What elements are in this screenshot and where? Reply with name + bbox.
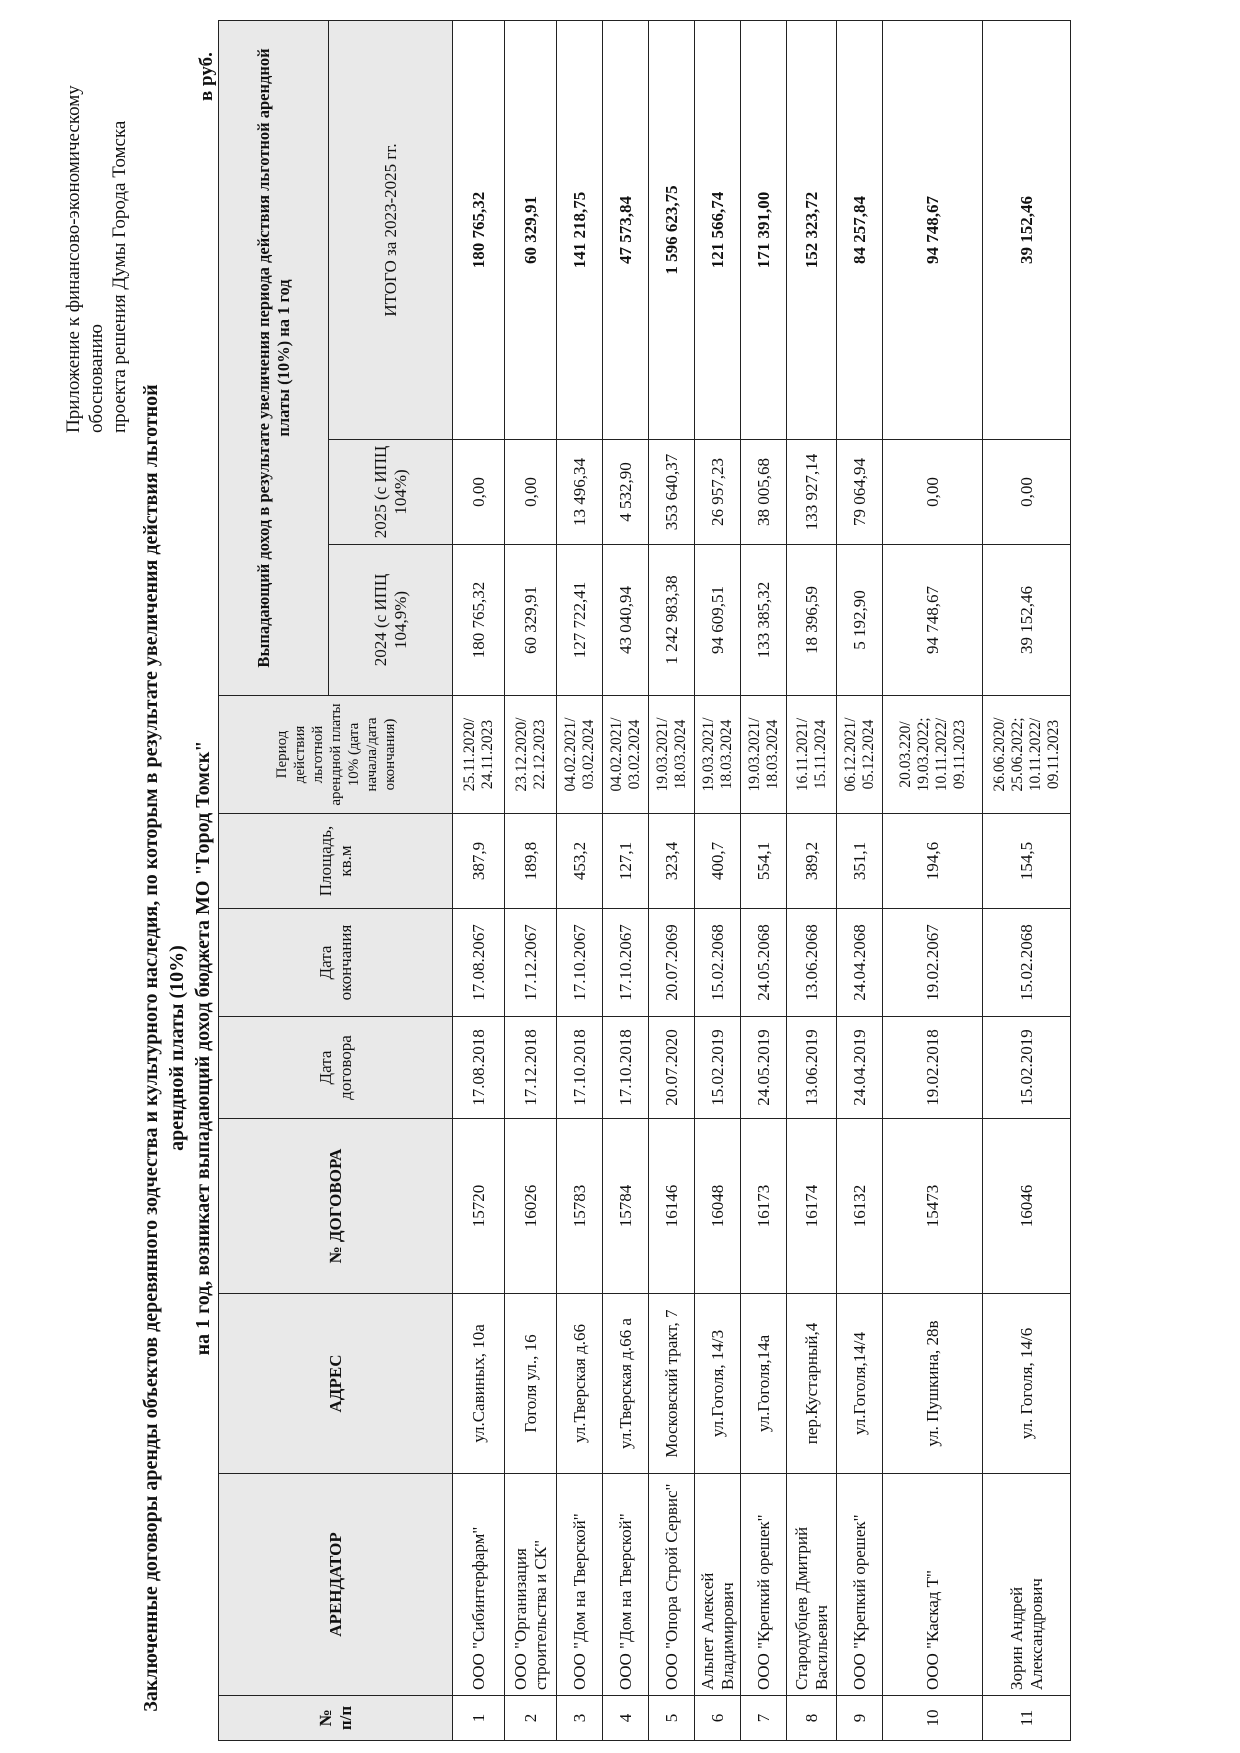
cell-total: 152 323,72 <box>787 20 837 439</box>
cell-contract: 15784 <box>603 1119 649 1294</box>
cell-2024: 180 765,32 <box>453 545 505 696</box>
cell-total: 180 765,32 <box>453 20 505 439</box>
cell-tenant: Альпет Алексей Владимирович <box>695 1474 741 1696</box>
cell-end: 15.02.2068 <box>695 909 741 1017</box>
cell-2025: 4 532,90 <box>603 440 649 545</box>
cell-address: ул. Гоголя, 14/6 <box>983 1294 1071 1474</box>
cell-2024: 94 609,51 <box>695 545 741 696</box>
cell-2025: 0,00 <box>883 440 983 545</box>
cell-period: 25.11.2020/ 24.11.2023 <box>453 696 505 814</box>
cell-total: 1 596 623,75 <box>649 20 695 439</box>
cell-end: 13.06.2068 <box>787 909 837 1017</box>
cell-num: 1 <box>453 1696 505 1741</box>
appendix-line-1: Приложение к финансово-экономическому обоснованию <box>63 85 107 433</box>
cell-end: 17.10.2067 <box>603 909 649 1017</box>
header-num: № п/п <box>219 1696 453 1741</box>
cell-num: 4 <box>603 1696 649 1741</box>
cell-period: 20.03.220/ 19.03.2022; 10.11.2022/ 09.11.2023 <box>883 696 983 814</box>
title-line-2: на 1 год, возникает выпадающий доход бюджета МО "Город Томск" <box>192 740 214 1356</box>
cell-contract: 16146 <box>649 1119 695 1294</box>
cell-period: 19.03.2021/ 18.03.2024 <box>741 696 787 814</box>
cell-2025: 0,00 <box>505 440 557 545</box>
table-row <box>837 20 883 1740</box>
cell-end: 17.10.2067 <box>557 909 603 1017</box>
title-line-1: Заключенные договоры аренды объектов деревянного зодчества и культурного наследия, по которым в результате увеличения действия льготной арендной платы (10%) <box>140 384 188 1712</box>
cell-date: 13.06.2019 <box>787 1017 837 1119</box>
cell-period: 06.12.2021/ 05.12.2024 <box>837 696 883 814</box>
table-row <box>983 20 1071 1740</box>
header-2025: 2025 (с ИПЦ 104%) <box>329 440 453 545</box>
cell-num: 6 <box>695 1696 741 1741</box>
cell-2025: 353 640,37 <box>649 440 695 545</box>
unit-label: в руб. <box>196 52 217 101</box>
cell-area: 389,2 <box>787 814 837 909</box>
cell-date: 17.12.2018 <box>505 1017 557 1119</box>
cell-num: 10 <box>883 1696 983 1741</box>
cell-total: 94 748,67 <box>883 20 983 439</box>
cell-end: 17.08.2067 <box>453 909 505 1017</box>
header-total: ИТОГО за 2023-2025 гг. <box>329 20 453 439</box>
cell-address: ул.Гоголя, 14/3 <box>695 1294 741 1474</box>
cell-date: 20.07.2020 <box>649 1017 695 1119</box>
cell-area: 400,7 <box>695 814 741 909</box>
cell-period: 19.03.2021/ 18.03.2024 <box>695 696 741 814</box>
cell-tenant: ООО "Дом на Тверской" <box>603 1474 649 1696</box>
cell-date: 15.02.2019 <box>695 1017 741 1119</box>
cell-2025: 38 005,68 <box>741 440 787 545</box>
cell-area: 154,5 <box>983 814 1071 909</box>
cell-2024: 1 242 983,38 <box>649 545 695 696</box>
cell-area: 387,9 <box>453 814 505 909</box>
cell-contract: 16174 <box>787 1119 837 1294</box>
table-row <box>505 20 557 1740</box>
cell-address: Московский тракт, 7 <box>649 1294 695 1474</box>
cell-period: 16.11.2021/ 15.11.2024 <box>787 696 837 814</box>
cell-num: 2 <box>505 1696 557 1741</box>
cell-2024: 60 329,91 <box>505 545 557 696</box>
table-row <box>453 20 505 1740</box>
cell-area: 189,8 <box>505 814 557 909</box>
header-2024: 2024 (с ИПЦ 104,9%) <box>329 545 453 696</box>
cell-address: ул. Пушкина, 28в <box>883 1294 983 1474</box>
cell-num: 8 <box>787 1696 837 1741</box>
cell-tenant: Зорин Андрей Александрович <box>983 1474 1071 1696</box>
cell-2025: 0,00 <box>983 440 1071 545</box>
cell-period: 04.02.2021/ 03.02.2024 <box>603 696 649 814</box>
cell-tenant: ООО "Крепкий орешек" <box>837 1474 883 1696</box>
cell-num: 11 <box>983 1696 1071 1741</box>
cell-2025: 13 496,34 <box>557 440 603 545</box>
cell-tenant: ООО "Дом на Тверской" <box>557 1474 603 1696</box>
cell-tenant: Стародубцев Дмитрий Васильевич <box>787 1474 837 1696</box>
cell-end: 17.12.2067 <box>505 909 557 1017</box>
cell-period: 26.06.2020/ 25.06.2022; 10.11.2022/ 09.11.2023 <box>983 696 1071 814</box>
cell-period: 19.03.2021/ 18.03.2024 <box>649 696 695 814</box>
cell-contract: 16046 <box>983 1119 1071 1294</box>
cell-tenant: ООО "Опора Строй Сервис" <box>649 1474 695 1696</box>
table-row <box>695 20 741 1740</box>
cell-address: ул.Савиных, 10а <box>453 1294 505 1474</box>
cell-address: ул.Тверская д.66 <box>557 1294 603 1474</box>
cell-period: 04.02.2021/ 03.02.2024 <box>557 696 603 814</box>
cell-contract: 16132 <box>837 1119 883 1294</box>
cell-date: 17.10.2018 <box>603 1017 649 1119</box>
cell-date: 17.08.2018 <box>453 1017 505 1119</box>
cell-date: 17.10.2018 <box>557 1017 603 1119</box>
cell-address: пер.Кустарный,4 <box>787 1294 837 1474</box>
cell-area: 453,2 <box>557 814 603 909</box>
cell-2024: 94 748,67 <box>883 545 983 696</box>
cell-date: 19.02.2018 <box>883 1017 983 1119</box>
cell-num: 9 <box>837 1696 883 1741</box>
header-tenant: АРЕНДАТОР <box>219 1474 453 1696</box>
cell-end: 19.02.2067 <box>883 909 983 1017</box>
appendix-note <box>62 13 131 433</box>
cell-address: Гоголя ул., 16 <box>505 1294 557 1474</box>
cell-end: 20.07.2069 <box>649 909 695 1017</box>
header-row <box>219 20 329 1740</box>
cell-contract: 16048 <box>695 1119 741 1294</box>
table-row <box>557 20 603 1740</box>
cell-area: 351,1 <box>837 814 883 909</box>
cell-contract: 16026 <box>505 1119 557 1294</box>
cell-2025: 79 064,94 <box>837 440 883 545</box>
cell-tenant: ООО "Организация строительства и СК" <box>505 1474 557 1696</box>
cell-2025: 0,00 <box>453 440 505 545</box>
table-row <box>649 20 695 1740</box>
cell-total: 171 391,00 <box>741 20 787 439</box>
cell-contract: 16173 <box>741 1119 787 1294</box>
cell-end: 24.04.2068 <box>837 909 883 1017</box>
cell-area: 127,1 <box>603 814 649 909</box>
cell-2024: 43 040,94 <box>603 545 649 696</box>
cell-total: 39 152,46 <box>983 20 1071 439</box>
cell-contract: 15783 <box>557 1119 603 1294</box>
cell-date: 24.05.2019 <box>741 1017 787 1119</box>
cell-end: 24.05.2068 <box>741 909 787 1017</box>
cell-2024: 133 385,32 <box>741 545 787 696</box>
cell-period: 23.12.2020/ 22.12.2023 <box>505 696 557 814</box>
cell-area: 194,6 <box>883 814 983 909</box>
cell-num: 5 <box>649 1696 695 1741</box>
cell-2025: 26 957,23 <box>695 440 741 545</box>
header-period: Период действия льготной арендной платы 10% (дата начала/дата окончания) <box>219 696 453 814</box>
cell-area: 554,1 <box>741 814 787 909</box>
cell-address: ул.Гоголя,14а <box>741 1294 787 1474</box>
cell-tenant: ООО "Крепкий орешек" <box>741 1474 787 1696</box>
header-area: Площадь, кв.м <box>219 814 453 909</box>
document-title <box>138 363 216 1733</box>
header-contract-no: № ДОГОВОРА <box>219 1119 453 1294</box>
lease-table <box>218 20 1071 1741</box>
cell-address: ул.Тверская д.66 а <box>603 1294 649 1474</box>
cell-date: 24.04.2019 <box>837 1017 883 1119</box>
cell-tenant: ООО "Каскад Т" <box>883 1474 983 1696</box>
cell-total: 121 566,74 <box>695 20 741 439</box>
table-row <box>741 20 787 1740</box>
cell-2024: 18 396,59 <box>787 545 837 696</box>
table-row <box>883 20 983 1740</box>
cell-area: 323,4 <box>649 814 695 909</box>
cell-2024: 127 722,41 <box>557 545 603 696</box>
cell-2024: 5 192,90 <box>837 545 883 696</box>
cell-contract: 15473 <box>883 1119 983 1294</box>
cell-date: 15.02.2019 <box>983 1017 1071 1119</box>
cell-total: 141 218,75 <box>557 20 603 439</box>
cell-address: ул.Гоголя,14/4 <box>837 1294 883 1474</box>
cell-total: 47 573,84 <box>603 20 649 439</box>
cell-contract: 15720 <box>453 1119 505 1294</box>
header-address: АДРЕС <box>219 1294 453 1474</box>
cell-total: 84 257,84 <box>837 20 883 439</box>
cell-tenant: ООО "Сибинтерфарм" <box>453 1474 505 1696</box>
cell-num: 7 <box>741 1696 787 1741</box>
cell-num: 3 <box>557 1696 603 1741</box>
appendix-line-2: проекта решения Думы Города Томска <box>109 120 130 433</box>
cell-2025: 133 927,14 <box>787 440 837 545</box>
header-contract-date: Дата договора <box>219 1017 453 1119</box>
cell-end: 15.02.2068 <box>983 909 1071 1017</box>
header-income-group: Выпадающий доход в результате увеличения периода действия льготной арендной платы (10%) на 1 год <box>219 20 329 695</box>
cell-total: 60 329,91 <box>505 20 557 439</box>
header-end-date: Дата окончания <box>219 909 453 1017</box>
table-row <box>787 20 837 1740</box>
cell-2024: 39 152,46 <box>983 545 1071 696</box>
table-row <box>603 20 649 1740</box>
